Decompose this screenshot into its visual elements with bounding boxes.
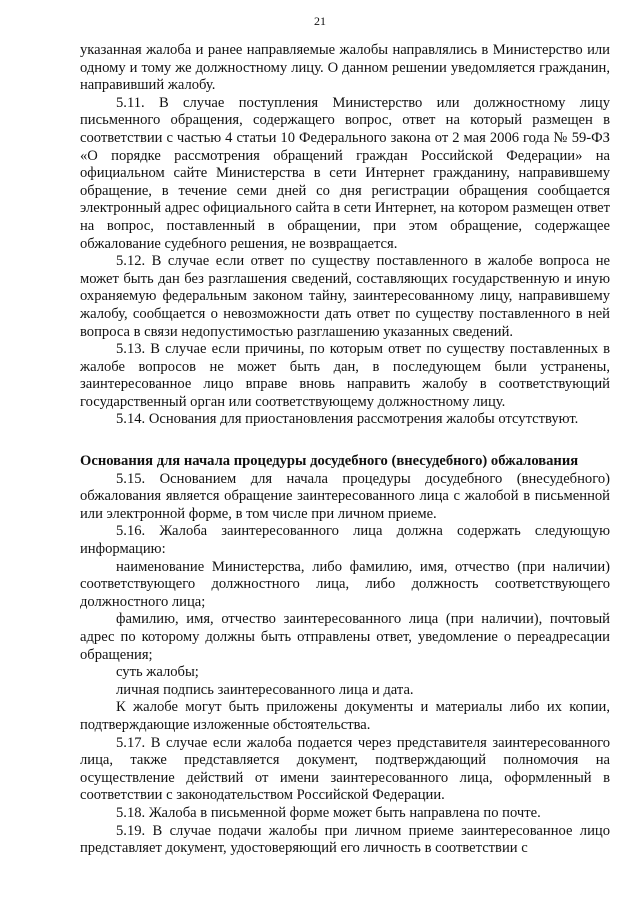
list-item-signature-date: личная подпись заинтересованного лица и дата. bbox=[116, 681, 414, 698]
list-item-complaint-essence: суть жалобы; bbox=[116, 664, 199, 681]
paragraph-5-15: 5.15. Основанием для начала процедуры досудебного (внесудебного) обжалования является обращение заинтересованного лица с жалобой в письменной или электронной форме, в том числе при личном приеме. bbox=[80, 470, 610, 522]
paragraph-attachments: К жалобе могут быть приложены документы и материалы либо их копии, подтверждающие изложенные обстоятельства. bbox=[80, 699, 610, 733]
paragraph-5-18: 5.18. Жалоба в письменной форме может быть направлена по почте. bbox=[116, 804, 541, 821]
list-item-ministry-name: наименование Министерства, либо фамилию, имя, отчество (при наличии) соответствующего должностного лица, либо должность соответствующего должностного лица; bbox=[80, 558, 610, 610]
paragraph-continuation: указанная жалоба и ранее направляемые жалобы направлялись в Министерство или одному и тому же должностному лицу. О данном решении уведомляется гражданин, направивший жалобу. bbox=[80, 42, 610, 94]
paragraph-5-11: 5.11. В случае поступления Министерство или должностному лицу письменного обращения, содержащего вопрос, ответ на который размещен в соответствии с частью 4 статьи 10 Федерального закона от 2 мая 2006 года № 59-ФЗ «О порядке рассмотрения обращений граждан Российской Федерации» на официальном сайте Министерства в сети Интернет гражданину, направившему обращение, в течение семи дней со дня регистрации обращения сообщается электронный адрес официального сайта в сети Интернет, на котором размещен ответ на вопрос, поставленный в обращении, при этом обращение, содержащее обжалование судебного решения, не возвращается. bbox=[80, 94, 610, 252]
paragraph-5-16: 5.16. Жалоба заинтересованного лица должна содержать следующую информацию: bbox=[80, 523, 610, 558]
paragraph-5-14: 5.14. Основания для приостановления рассмотрения жалобы отсутствуют. bbox=[116, 411, 579, 428]
paragraph-5-19: 5.19. В случае подачи жалобы при личном приеме заинтересованное лицо представляет документ, удостоверяющий его личность в соответствии с bbox=[80, 822, 610, 857]
paragraph-5-17: 5.17. В случае если жалоба подается через представителя заинтересованного лица, также представляется документ, подтверждающий полномочия на осуществление действий от имени заинтересованного лица, оформленный в соответствии с законодательством Российской Федерации. bbox=[80, 734, 610, 804]
page-number: 21 bbox=[314, 14, 326, 28]
paragraph-5-12: 5.12. В случае если ответ по существу поставленного в жалобе вопроса не может быть дан без разглашения сведений, составляющих государственную и иную охраняемую федеральным законом тайну, заинтересованному лицу, направившему жалобу, сообщается о невозможности дать ответ по существу поставленного в ней вопроса в связи недопустимостью разглашению указанных сведений. bbox=[80, 253, 610, 340]
list-item-applicant-name: фамилию, имя, отчество заинтересованного лица (при наличии), почтовый адрес по которому должны быть отправлены ответ, уведомление о переадресации обращения; bbox=[80, 611, 610, 663]
section-heading: Основания для начала процедуры досудебного (внесудебного) обжалования bbox=[80, 453, 579, 470]
paragraph-5-13: 5.13. В случае если причины, по которым ответ по существу поставленных в жалобе вопросов не может быть дан, в последующем были устранены, заинтересованное лицо вправе вновь направить жалобу в соответствующий государственный орган или соответствующему должностному лицу. bbox=[80, 341, 610, 410]
